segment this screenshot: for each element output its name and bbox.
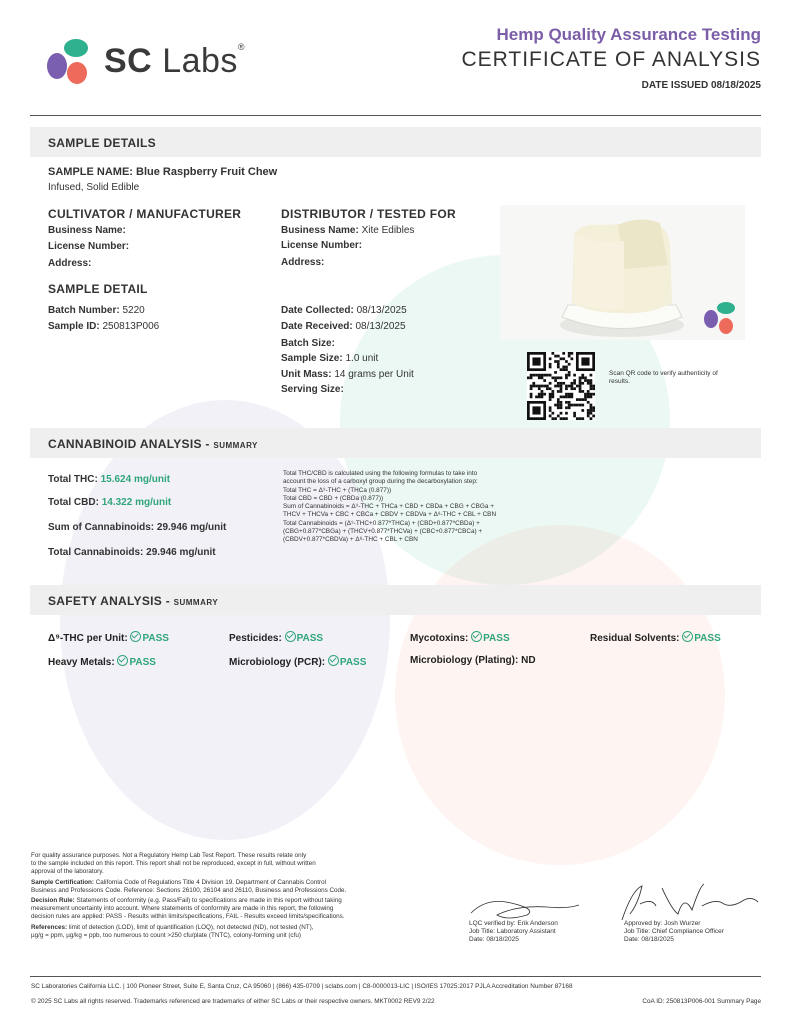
pass-check-icon [130, 631, 141, 642]
date-collected-row [281, 305, 407, 316]
safety-microbiology-plating [410, 655, 536, 666]
date-issued: DATE ISSUED 08/18/2025 [641, 80, 761, 91]
disclaimer [31, 852, 431, 940]
total-cannabinoids-label: Total Cannabinoids: [48, 547, 144, 558]
pass-text: PASS [296, 633, 324, 644]
formula-line: Total CBD = CBD + (CBDa (0.877)) [283, 494, 384, 502]
formula-line: Total Cannabinoids = (Δ⁹-THC+0.877*THCa) + (CBD+0.877*CBDa) + [283, 519, 480, 527]
safety-bar [30, 585, 761, 615]
pass-check-icon [285, 631, 296, 642]
distributor-license-label: License Number: [281, 240, 363, 251]
trademark-symbol: ® [237, 42, 246, 52]
distributor-heading: DISTRIBUTOR / TESTED FOR [281, 207, 456, 221]
disclaimer-line: to the sample included on this report. This report shall not be reproduced, except in full, without written [31, 860, 316, 868]
sample-size-row [281, 353, 378, 364]
decision-rule-text: decision rules are applied: PASS - Results within limits/specifications, FAIL - Results exceed limits/specifications. [31, 913, 345, 921]
header-divider [30, 115, 761, 116]
references-label: References: [31, 923, 68, 931]
sc-labs-logo [44, 36, 264, 86]
microbiology-plating-label: Microbiology (Plating): [410, 655, 519, 666]
pass-text: PASS [142, 633, 169, 644]
document-title: CERTIFICATE OF ANALYSIS [461, 48, 761, 71]
sample-detail-heading: SAMPLE DETAIL [48, 282, 148, 296]
decision-rule-label: Decision Rule: [31, 897, 75, 905]
total-cannabinoids-value: 29.946 mg/unit [146, 547, 216, 558]
product-photo [500, 205, 745, 340]
disclaimer-line: For quality assurance purposes. Not a Regulatory Hemp Lab Test Report. These results relate only [31, 852, 307, 859]
safety-title: SAFETY ANALYSIS - [48, 594, 174, 608]
sample-name-value: Blue Raspberry Fruit Chew [136, 166, 278, 178]
total-cbd-value: 14.322 mg/unit [101, 497, 172, 508]
sample-id-row [48, 321, 159, 332]
date-collected-label: Date Collected: [281, 305, 354, 316]
qr-code[interactable] [527, 352, 595, 420]
approved-by: Approved by: Josh Wurzer [624, 920, 701, 927]
mycotoxins-label: Mycotoxins: [410, 633, 469, 644]
lqc-verified-by: LQC verified by: Erik Anderson [469, 920, 558, 927]
decision-rule-text: measurement uncertainty into account. Where statements of conformity are made in this report, the following [31, 905, 334, 913]
thc-per-unit-label: Δ⁹-THC per Unit: [48, 633, 128, 644]
unit-mass-value: 14 grams per Unit [334, 369, 414, 380]
formula-line: (CBDV+0.877*CBDVa) + Δ⁸-THC + CBL + CBN [283, 536, 418, 544]
cultivator-business-name-label: Business Name: [48, 225, 126, 236]
sample-size-value: 1.0 unit [345, 353, 379, 364]
heavy-metals-label: Heavy Metals: [48, 657, 115, 668]
sum-cannabinoids-value: 29.946 mg/unit [156, 522, 227, 533]
qr-caption: Scan QR code to verify authenticity of results. [609, 370, 718, 385]
safety-residual-solvents [590, 631, 721, 644]
distributor-address-label: Address: [281, 257, 325, 268]
lqc-date: Date: 08/18/2025 [469, 936, 519, 943]
footer-address: SC Laboratories California LLC. | 100 Pioneer Street, Suite E, Santa Cruz, CA 95060 | (866) 435-0709 | sclabs.com | C8-0000013-LIC | ISO/IES 17025:2017 PJLA Accreditation Number 87168 [31, 983, 573, 990]
approver-job-title: Job Title: Chief Compliance Officer [624, 928, 724, 935]
date-received-label: Date Received: [281, 321, 353, 332]
batch-number-label: Batch Number: [48, 305, 120, 316]
microbiology-plating-value: ND [521, 655, 536, 666]
lqc-verification [469, 920, 558, 944]
safety-heavy-metals [48, 655, 156, 668]
program-title: Hemp Quality Assurance Testing [496, 25, 761, 44]
formula-line: Total THC/CBD is calculated using the following formulas to take into [283, 470, 478, 477]
sample-size-label: Sample Size: [281, 353, 343, 364]
cannabinoid-subtitle: SUMMARY [213, 441, 258, 450]
date-collected-value: 08/13/2025 [356, 305, 407, 316]
certification-label: Sample Certification: [31, 878, 94, 886]
sample-id-label: Sample ID: [48, 321, 100, 332]
footer-copyright: © 2025 SC Labs all rights reserved. Trademarks referenced are trademarks of either SC Labs or their respective owners. MKT0002 REV9 2/22 [31, 998, 435, 1005]
footer-divider [30, 976, 761, 977]
total-thc-label: Total THC: [48, 474, 98, 485]
safety-microbiology-pcr [229, 655, 366, 668]
approver-signature-image [612, 880, 762, 925]
cultivator-address-label: Address: [48, 258, 92, 269]
sum-cannabinoids-label: Sum of Cannabinoids: [48, 522, 155, 533]
safety-subtitle: SUMMARY [173, 598, 219, 607]
batch-size-label: Batch Size: [281, 338, 335, 349]
sample-name-row [48, 166, 277, 178]
cannabinoid-bar [30, 428, 761, 458]
disclaimer-line: approval of the laboratory. [31, 868, 104, 876]
date-received-row [281, 321, 406, 332]
sample-details-title: SAMPLE DETAILS [48, 136, 156, 150]
total-cbd-label: Total CBD: [48, 497, 99, 508]
logo-mark-icon [44, 36, 94, 86]
sum-cannabinoids-row [48, 522, 226, 533]
serving-size-label: Serving Size: [281, 384, 344, 395]
pesticides-label: Pesticides: [229, 633, 282, 644]
lqc-job-title: Job Title: Laboratory Assistant [469, 928, 556, 935]
total-cbd-row [48, 497, 171, 508]
pass-text: PASS [483, 633, 510, 644]
approval-date: Date: 08/18/2025 [624, 936, 674, 943]
pass-check-icon [682, 631, 693, 642]
total-thc-value: 15.624 mg/unit [100, 474, 171, 485]
logo-text-light: Labs [162, 42, 238, 80]
formula-line: (CBG+0.877*CBGa) + (THCV+0.877*THCVa) + (CBC+0.877*CBCa) + [283, 528, 483, 536]
batch-number-value: 5220 [122, 305, 145, 316]
formula-line: Sum of Cannabinoids = Δ⁹-THC + THCa + CBD + CBDa + CBG + CBGa + [283, 503, 494, 511]
lqc-signature-image [467, 893, 587, 923]
sample-type: Infused, Solid Edible [48, 182, 140, 193]
sample-name-label: SAMPLE NAME: [48, 166, 133, 178]
pass-text: PASS [129, 657, 156, 668]
microbiology-pcr-label: Microbiology (PCR): [229, 657, 326, 668]
approval [624, 920, 724, 944]
cannabinoid-formulas [283, 470, 553, 545]
pass-check-icon [328, 655, 339, 666]
distributor-business-name-value: Xite Edibles [361, 225, 415, 236]
coa-id: CoA ID: 250813P006-001 Summary Page [642, 998, 761, 1005]
qr-code-icon [527, 352, 595, 420]
pass-text: PASS [339, 657, 367, 668]
cannabinoid-title: CANNABINOID ANALYSIS - [48, 437, 214, 451]
references-text: limit of detection (LOD), limit of quantification (LOQ), not detected (ND), not tested (NT), [67, 923, 314, 931]
batch-number-row [48, 305, 145, 316]
formula-line: account the loss of a carboxyl group during the decarboxylation step: [283, 478, 478, 486]
pass-check-icon [117, 655, 128, 666]
date-received-value: 08/13/2025 [355, 321, 406, 332]
formula-line: THCV + THCVa + CBC + CBCa + CBDV + CBDVa + Δ⁸-THC + CBL + CBN [283, 511, 497, 519]
cultivator-heading: CULTIVATOR / MANUFACTURER [48, 207, 242, 221]
cultivator-license-label: License Number: [48, 241, 130, 252]
pass-check-icon [471, 631, 482, 642]
background-blob-coral [395, 525, 725, 865]
sample-id-value: 250813P006 [102, 321, 160, 332]
distributor-business-name-label: Business Name: [281, 225, 359, 236]
safety-mycotoxins [410, 631, 510, 644]
unit-mass-label: Unit Mass: [281, 369, 332, 380]
formula-line: Total THC = Δ⁹-THC + (THCa (0.877)) [283, 486, 392, 494]
sample-details-bar [30, 127, 761, 157]
safety-pesticides [229, 631, 323, 644]
certification-text: California Code of Regulations Title 4 Division 19. Department of Cannabis Control [93, 878, 327, 886]
logo-text-bold: SC [104, 42, 153, 80]
pass-text: PASS [694, 633, 721, 644]
certification-text: Business and Professions Code. Reference: Sections 26100, 26104 and 26110, Business and Professions Code. [31, 886, 347, 894]
decision-rule-text: Statements of conformity (e.g. Pass/Fail) to specifications are made in this report without taking [74, 897, 342, 905]
references-text: µg/g = ppm, µg/kg = ppb, too numerous to count >250 cfu/plate (TNTC), colony-forming unit (cfu) [31, 931, 301, 939]
background-blob-purple [60, 400, 390, 840]
distributor-business-name-row [281, 225, 414, 236]
fruit-chew-image [500, 205, 745, 340]
total-cannabinoids-row [48, 547, 216, 558]
total-thc-row [48, 474, 170, 485]
residual-solvents-label: Residual Solvents: [590, 633, 680, 644]
unit-mass-row [281, 369, 414, 380]
safety-thc-per-unit [48, 631, 169, 644]
